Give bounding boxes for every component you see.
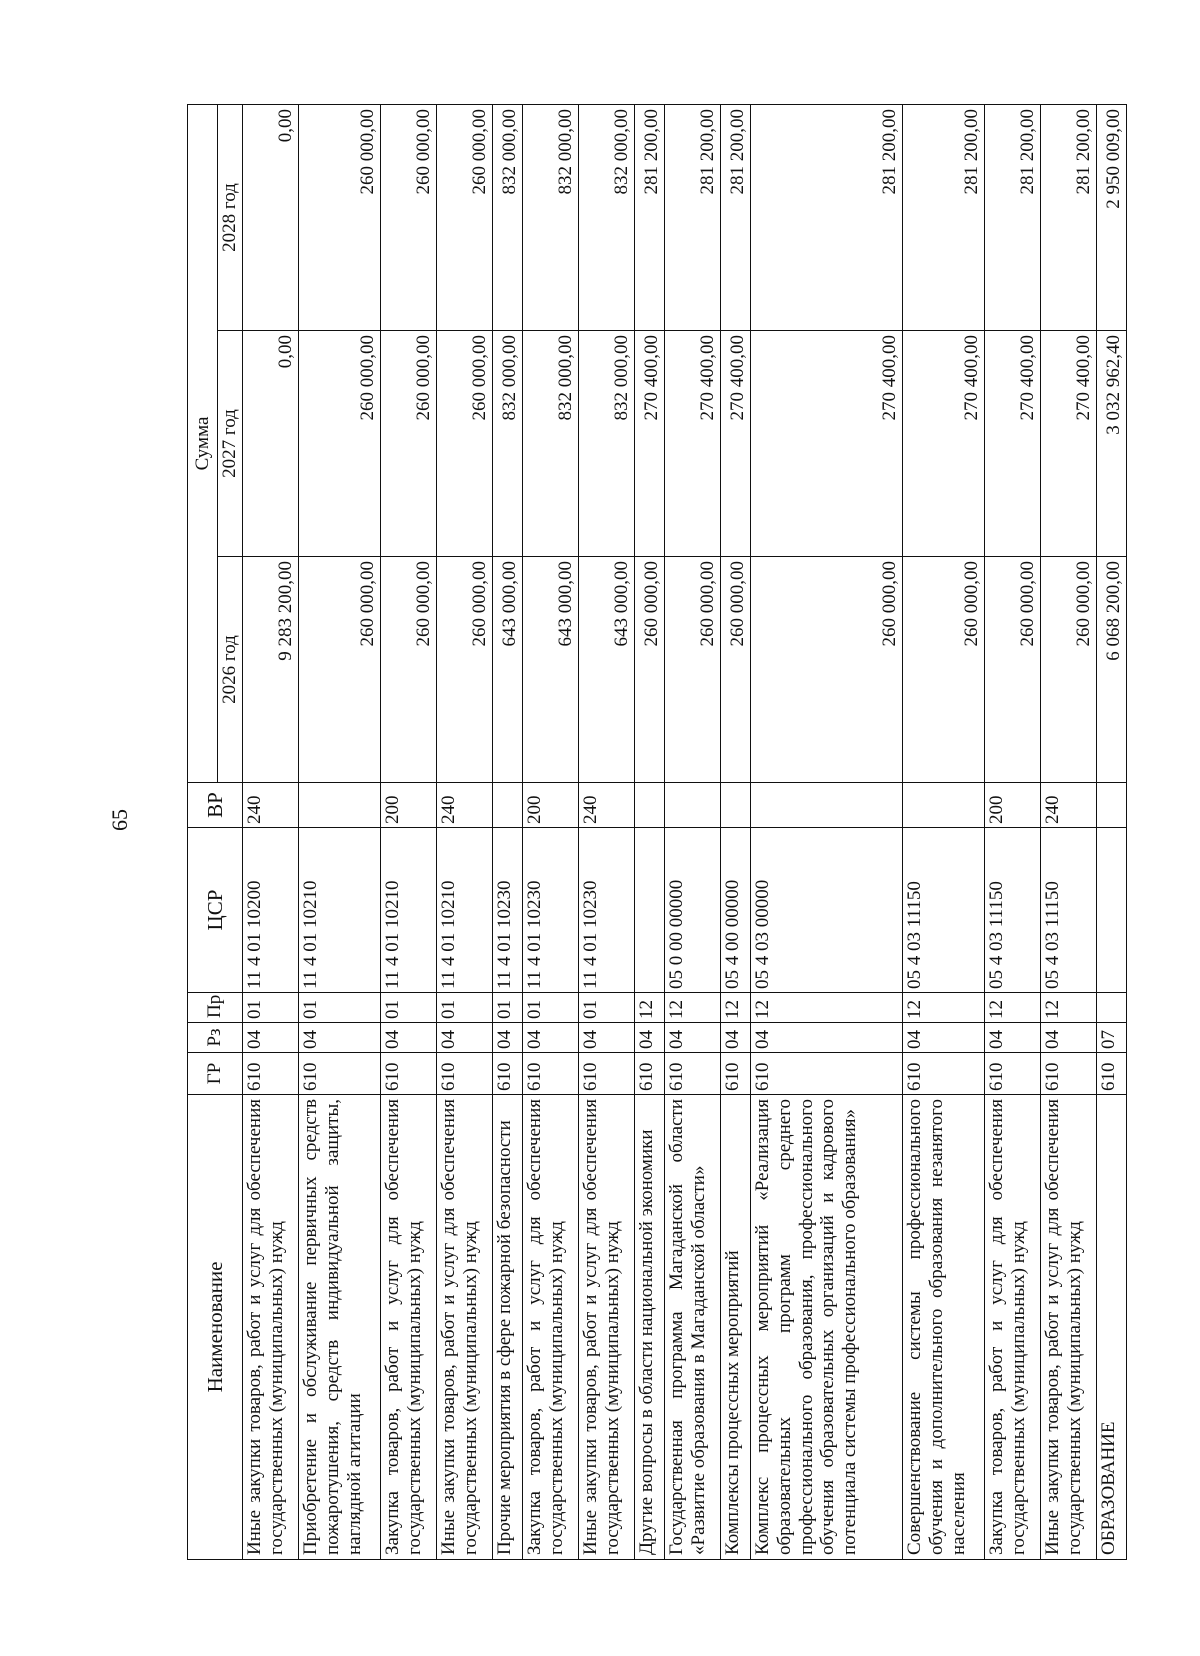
row-gr: 610 bbox=[380, 1053, 436, 1095]
row-name: Закупка товаров, работ и услуг для обеспечения государственных (муниципальных) нужд bbox=[984, 1095, 1040, 1560]
row-gr: 610 bbox=[720, 1053, 750, 1095]
row-vr: 200 bbox=[984, 783, 1040, 828]
row-vr: 240 bbox=[578, 783, 634, 828]
table-row bbox=[634, 105, 664, 1560]
row-sum-2026: 260 000,00 bbox=[380, 557, 436, 783]
row-sum-2027: 270 400,00 bbox=[902, 331, 984, 557]
row-pr: 01 bbox=[380, 993, 436, 1023]
row-gr: 610 bbox=[1040, 1053, 1096, 1095]
row-gr: 610 bbox=[522, 1053, 578, 1095]
row-sum-2028: 281 200,00 bbox=[634, 105, 664, 331]
row-name: Совершенствование системы профессионального обучения и дополнительного образования незанятого населения bbox=[902, 1095, 984, 1560]
row-gr: 610 bbox=[492, 1053, 522, 1095]
header-vr: ВР bbox=[188, 783, 243, 828]
row-pr: 12 bbox=[984, 993, 1040, 1023]
row-sum-2028: 281 200,00 bbox=[750, 105, 902, 331]
row-sum-2027: 270 400,00 bbox=[750, 331, 902, 557]
row-sum-2027: 832 000,00 bbox=[578, 331, 634, 557]
row-sum-2027: 260 000,00 bbox=[298, 331, 380, 557]
row-name: Закупка товаров, работ и услуг для обеспечения государственных (муниципальных) нужд bbox=[522, 1095, 578, 1560]
row-sum-2027: 270 400,00 bbox=[720, 331, 750, 557]
row-csr: 05 4 03 11150 bbox=[984, 828, 1040, 993]
table-row bbox=[522, 105, 578, 1560]
row-sum-2028: 281 200,00 bbox=[984, 105, 1040, 331]
row-sum-2027: 270 400,00 bbox=[634, 331, 664, 557]
row-pr: 01 bbox=[242, 993, 298, 1023]
row-vr bbox=[750, 783, 902, 828]
row-sum-2026: 643 000,00 bbox=[578, 557, 634, 783]
row-sum-2028: 832 000,00 bbox=[492, 105, 522, 331]
row-rz: 04 bbox=[902, 1023, 984, 1053]
row-sum-2026: 260 000,00 bbox=[750, 557, 902, 783]
table-row bbox=[1040, 105, 1096, 1560]
row-rz: 04 bbox=[634, 1023, 664, 1053]
row-rz: 04 bbox=[436, 1023, 492, 1053]
row-vr bbox=[492, 783, 522, 828]
row-sum-2026: 260 000,00 bbox=[436, 557, 492, 783]
row-gr: 610 bbox=[664, 1053, 720, 1095]
row-sum-2026: 643 000,00 bbox=[522, 557, 578, 783]
row-gr: 610 bbox=[242, 1053, 298, 1095]
row-name: Комплексы процессных мероприятий bbox=[720, 1095, 750, 1560]
row-sum-2027: 270 400,00 bbox=[1040, 331, 1096, 557]
row-sum-2028: 832 000,00 bbox=[578, 105, 634, 331]
table-row bbox=[720, 105, 750, 1560]
row-rz: 04 bbox=[664, 1023, 720, 1053]
row-vr: 240 bbox=[1040, 783, 1096, 828]
row-pr: 01 bbox=[298, 993, 380, 1023]
table-row bbox=[984, 105, 1040, 1560]
row-sum-2028: 260 000,00 bbox=[380, 105, 436, 331]
row-sum-2027: 270 400,00 bbox=[984, 331, 1040, 557]
row-rz: 04 bbox=[298, 1023, 380, 1053]
row-csr: 11 4 01 10200 bbox=[242, 828, 298, 993]
row-pr: 01 bbox=[492, 993, 522, 1023]
row-sum-2026: 643 000,00 bbox=[492, 557, 522, 783]
row-vr: 240 bbox=[436, 783, 492, 828]
row-csr: 05 4 03 11150 bbox=[1040, 828, 1096, 993]
row-sum-2028: 281 200,00 bbox=[664, 105, 720, 331]
table-row bbox=[298, 105, 380, 1560]
row-vr bbox=[902, 783, 984, 828]
header-year-2027: 2027 год bbox=[218, 331, 243, 557]
row-csr: 11 4 01 10210 bbox=[298, 828, 380, 993]
page-number: 65 bbox=[107, 809, 132, 831]
row-pr: 01 bbox=[522, 993, 578, 1023]
row-sum-2026: 260 000,00 bbox=[634, 557, 664, 783]
table-body bbox=[242, 105, 1126, 1560]
row-gr: 610 bbox=[578, 1053, 634, 1095]
row-csr: 05 4 03 00000 bbox=[750, 828, 902, 993]
row-csr bbox=[1096, 828, 1126, 993]
row-vr bbox=[634, 783, 664, 828]
row-csr: 11 4 01 10230 bbox=[522, 828, 578, 993]
table-row bbox=[1096, 105, 1126, 1560]
table-row bbox=[902, 105, 984, 1560]
row-pr: 12 bbox=[634, 993, 664, 1023]
header-year-2026: 2026 год bbox=[218, 557, 243, 783]
row-name: Приобретение и обслуживание первичных средств пожаротушения, средств индивидуальной защиты, наглядной агитации bbox=[298, 1095, 380, 1560]
row-sum-2026: 260 000,00 bbox=[298, 557, 380, 783]
row-name: Другие вопросы в области национальной экономики bbox=[634, 1095, 664, 1560]
row-name: Иные закупки товаров, работ и услуг для обеспечения государственных (муниципальных) нужд bbox=[1040, 1095, 1096, 1560]
header-sum: Сумма bbox=[188, 105, 218, 783]
row-pr: 01 bbox=[436, 993, 492, 1023]
row-pr: 01 bbox=[578, 993, 634, 1023]
row-pr bbox=[1096, 993, 1126, 1023]
row-pr: 12 bbox=[902, 993, 984, 1023]
row-sum-2027: 832 000,00 bbox=[492, 331, 522, 557]
budget-table-container bbox=[187, 105, 1124, 1560]
row-sum-2026: 260 000,00 bbox=[984, 557, 1040, 783]
row-rz: 04 bbox=[242, 1023, 298, 1053]
row-name: Государственная программа Магаданской области «Развитие образования в Магаданской области» bbox=[664, 1095, 720, 1560]
row-gr: 610 bbox=[1096, 1053, 1126, 1095]
row-rz: 04 bbox=[522, 1023, 578, 1053]
header-gr: ГР bbox=[188, 1053, 243, 1095]
row-csr: 11 4 01 10210 bbox=[436, 828, 492, 993]
table-row bbox=[750, 105, 902, 1560]
row-sum-2028: 281 200,00 bbox=[720, 105, 750, 331]
row-sum-2028: 281 200,00 bbox=[1040, 105, 1096, 331]
row-rz: 04 bbox=[984, 1023, 1040, 1053]
row-csr: 11 4 01 10210 bbox=[380, 828, 436, 993]
row-csr: 11 4 01 10230 bbox=[492, 828, 522, 993]
row-csr: 05 4 00 00000 bbox=[720, 828, 750, 993]
row-gr: 610 bbox=[750, 1053, 902, 1095]
row-sum-2027: 260 000,00 bbox=[436, 331, 492, 557]
row-vr bbox=[298, 783, 380, 828]
row-rz: 07 bbox=[1096, 1023, 1126, 1053]
row-sum-2026: 6 068 200,00 bbox=[1096, 557, 1126, 783]
row-sum-2027: 832 000,00 bbox=[522, 331, 578, 557]
row-sum-2027: 0,00 bbox=[242, 331, 298, 557]
row-name: Закупка товаров, работ и услуг для обеспечения государственных (муниципальных) нужд bbox=[380, 1095, 436, 1560]
row-name: Иные закупки товаров, работ и услуг для обеспечения государственных (муниципальных) нужд bbox=[242, 1095, 298, 1560]
row-name: Комплекс процессных мероприятий «Реализация образовательных программ среднего профессионального образования, профессионального обучения образовательных организаций и кадрового потенциала системы профессионального образования» bbox=[750, 1095, 902, 1560]
header-year-2028: 2028 год bbox=[218, 105, 243, 331]
row-sum-2026: 9 283 200,00 bbox=[242, 557, 298, 783]
row-gr: 610 bbox=[902, 1053, 984, 1095]
row-sum-2028: 260 000,00 bbox=[436, 105, 492, 331]
row-sum-2028: 0,00 bbox=[242, 105, 298, 331]
row-pr: 12 bbox=[1040, 993, 1096, 1023]
row-sum-2028: 832 000,00 bbox=[522, 105, 578, 331]
row-vr: 240 bbox=[242, 783, 298, 828]
row-name: ОБРАЗОВАНИЕ bbox=[1096, 1095, 1126, 1560]
row-vr bbox=[1096, 783, 1126, 828]
row-sum-2026: 260 000,00 bbox=[1040, 557, 1096, 783]
table-row bbox=[578, 105, 634, 1560]
row-sum-2028: 2 950 009,00 bbox=[1096, 105, 1126, 331]
row-sum-2027: 3 032 962,40 bbox=[1096, 331, 1126, 557]
table-row bbox=[664, 105, 720, 1560]
header-csr: ЦСР bbox=[188, 828, 243, 993]
row-pr: 12 bbox=[720, 993, 750, 1023]
row-sum-2027: 260 000,00 bbox=[380, 331, 436, 557]
table-row bbox=[492, 105, 522, 1560]
row-name: Иные закупки товаров, работ и услуг для обеспечения государственных (муниципальных) нужд bbox=[436, 1095, 492, 1560]
row-csr: 05 0 00 00000 bbox=[664, 828, 720, 993]
row-csr: 11 4 01 10230 bbox=[578, 828, 634, 993]
row-vr: 200 bbox=[522, 783, 578, 828]
row-name: Прочие мероприятия в сфере пожарной безопасности bbox=[492, 1095, 522, 1560]
table-row bbox=[242, 105, 298, 1560]
row-vr: 200 bbox=[380, 783, 436, 828]
row-sum-2026: 260 000,00 bbox=[664, 557, 720, 783]
table-row bbox=[436, 105, 492, 1560]
header-name: Наименование bbox=[188, 1095, 243, 1560]
table-row bbox=[380, 105, 436, 1560]
row-rz: 04 bbox=[1040, 1023, 1096, 1053]
row-name: Иные закупки товаров, работ и услуг для обеспечения государственных (муниципальных) нужд bbox=[578, 1095, 634, 1560]
row-sum-2026: 260 000,00 bbox=[720, 557, 750, 783]
row-vr bbox=[720, 783, 750, 828]
header-rz: Рз bbox=[188, 1023, 243, 1053]
row-sum-2027: 270 400,00 bbox=[664, 331, 720, 557]
row-gr: 610 bbox=[436, 1053, 492, 1095]
row-rz: 04 bbox=[578, 1023, 634, 1053]
header-pr: Пр bbox=[188, 993, 243, 1023]
row-csr bbox=[634, 828, 664, 993]
row-gr: 610 bbox=[298, 1053, 380, 1095]
row-rz: 04 bbox=[380, 1023, 436, 1053]
budget-table bbox=[187, 104, 1127, 1560]
row-sum-2026: 260 000,00 bbox=[902, 557, 984, 783]
row-sum-2028: 260 000,00 bbox=[298, 105, 380, 331]
row-rz: 04 bbox=[492, 1023, 522, 1053]
row-pr: 12 bbox=[750, 993, 902, 1023]
row-gr: 610 bbox=[634, 1053, 664, 1095]
row-gr: 610 bbox=[984, 1053, 1040, 1095]
row-vr bbox=[664, 783, 720, 828]
row-sum-2028: 281 200,00 bbox=[902, 105, 984, 331]
row-csr: 05 4 03 11150 bbox=[902, 828, 984, 993]
row-pr: 12 bbox=[664, 993, 720, 1023]
row-rz: 04 bbox=[750, 1023, 902, 1053]
row-rz: 04 bbox=[720, 1023, 750, 1053]
